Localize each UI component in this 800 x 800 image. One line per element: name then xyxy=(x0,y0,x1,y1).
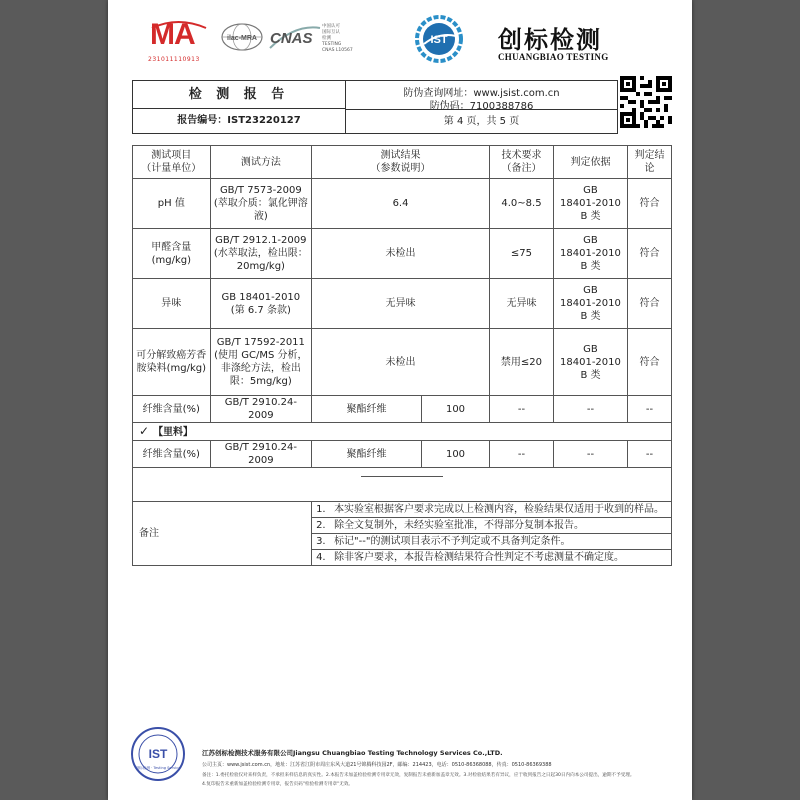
cell-conclusion: 符合 xyxy=(627,329,671,396)
cma-arc-icon xyxy=(148,18,212,54)
fiber-content-row xyxy=(133,441,672,468)
cnas-sub-line: CNAS L10567 xyxy=(322,48,353,53)
cell-item: 异味 xyxy=(133,279,211,329)
cma-logo xyxy=(148,18,212,64)
ilac-logo-text: ilac-MRA xyxy=(227,35,257,42)
cell-result: 6.4 xyxy=(312,179,490,229)
table-row xyxy=(133,279,672,329)
cell-basis: -- xyxy=(553,396,627,423)
footer-address: 公司主页：www.jsist.com.cn，地址：江苏省江阴市周庄东风大道21号锦腾科技园2F，邮编：214423，电话：0510-86368088，传真：0510-86369388 xyxy=(202,762,552,768)
cell-basis: GB 18401-2010 B 类 xyxy=(553,179,627,229)
cell-basis: GB 18401-2010 B 类 xyxy=(553,229,627,279)
ist-logo xyxy=(414,14,464,64)
ilac-globe-icon xyxy=(220,22,264,52)
remarks-list xyxy=(312,502,672,566)
cell-conclusion: -- xyxy=(627,396,671,423)
ist-seal-icon xyxy=(130,726,186,782)
ilac-mra-logo xyxy=(220,22,264,52)
cell-fiber-value: 100 xyxy=(422,396,490,423)
cell-fiber-value: 100 xyxy=(422,441,490,468)
cell-requirement: 4.0~8.5 xyxy=(489,179,553,229)
fiber-content-row xyxy=(133,396,672,423)
cell-method: GB/T 7573-2009 (萃取介质：氯化钾溶 液) xyxy=(210,179,311,229)
header-requirement: 技术要求 （备注） xyxy=(489,146,553,179)
cnas-sub-line: 中国认可 xyxy=(322,24,340,29)
blank-row xyxy=(133,468,672,502)
lining-section-cell xyxy=(133,423,672,441)
seal-text: IST xyxy=(148,747,168,761)
cnas-logo-text: CNAS xyxy=(270,30,313,47)
brand-name-en: CHUANGBIAO TESTING xyxy=(498,52,609,62)
cell-conclusion: 符合 xyxy=(627,179,671,229)
table-row xyxy=(133,179,672,229)
footer-note: 4.复印报告未重新加盖检验检测专用章，报告页码"检验检测专用章"无效。 xyxy=(202,782,354,787)
header-conclusion: 判定结论 xyxy=(627,146,671,179)
qr-code-icon xyxy=(620,76,672,128)
remark-item: 1. 本实验室根据客户要求完成以上检测内容，检验结果仅适用于收到的样品。 xyxy=(312,502,671,518)
header-method: 测试方法 xyxy=(210,146,311,179)
cell-fiber-type: 聚酯纤维 xyxy=(312,396,422,423)
cell-method: GB 18401-2010 (第 6.7 条款) xyxy=(210,279,311,329)
cell-basis: GB 18401-2010 B 类 xyxy=(553,279,627,329)
cell-conclusion: 符合 xyxy=(627,279,671,329)
cell-fiber-type: 聚酯纤维 xyxy=(312,441,422,468)
table-row xyxy=(133,229,672,279)
cnas-sub-line: 国际互认 xyxy=(322,30,340,35)
cell-conclusion: 符合 xyxy=(627,229,671,279)
cell-basis: GB 18401-2010 B 类 xyxy=(553,329,627,396)
verify-url[interactable]: 防伪查询网址：www.jsist.com.cn xyxy=(403,88,560,99)
header-item: 测试项目 （计量单位） xyxy=(133,146,211,179)
ist-gear-icon xyxy=(414,14,464,64)
cell-requirement: ≤75 xyxy=(489,229,553,279)
cell-method: GB/T 2912.1-2009 (水萃取法，检出限： 20mg/kg) xyxy=(210,229,311,279)
cell-result: 无异味 xyxy=(312,279,490,329)
cell-result: 未检出 xyxy=(312,229,490,279)
cell-method: GB/T 2910.24-2009 xyxy=(210,441,311,468)
table-header-row xyxy=(133,146,672,179)
check-icon: ✓ xyxy=(139,423,150,438)
remark-item: 4. 除非客户要求，本报告检测结果符合性判定不考虑测量不确定度。 xyxy=(316,552,625,563)
report-header-left xyxy=(133,81,346,133)
remark-item: 3. 标记"--"的测试项目表示不予判定或不具备判定条件。 xyxy=(312,534,671,550)
verify-code: 防伪码：7100388786 xyxy=(429,101,534,112)
end-rule-line xyxy=(361,476,443,477)
cell-item: pH 值 xyxy=(133,179,211,229)
cnas-sub-line: TESTING xyxy=(322,42,342,47)
report-header-box xyxy=(132,80,618,134)
cell-method: GB/T 2910.24-2009 xyxy=(210,396,311,423)
remarks-label: 备注 xyxy=(133,502,312,566)
lining-label: 【里料】 xyxy=(153,426,194,438)
footer-company: 江苏创标检测技术服务有限公司Jiangsu Chuangbiao Testing Technology Services Co.,LTD. xyxy=(202,749,503,757)
cell-item: 纤维含量(%) xyxy=(133,396,211,423)
seal-ring-text: 创标检测 · Testing Service xyxy=(135,766,181,770)
page-info: 第 4 页，共 5 页 xyxy=(346,109,617,134)
cnas-subtitle xyxy=(322,24,362,54)
remarks-row xyxy=(133,502,672,566)
cell-result: 未检出 xyxy=(312,329,490,396)
report-page xyxy=(108,0,692,800)
table-row xyxy=(133,329,672,396)
header-result: 测试结果 （参数说明） xyxy=(312,146,490,179)
cnas-sub-line: 检测 xyxy=(322,36,331,41)
report-header-right xyxy=(346,81,617,133)
footer-note: 备注：1.委托检验仅对来样负责，不承担来样信息的真实性。2.本报告未加盖检验检测专用章无效，复制报告未重新加盖章无效。3.对检验结果若有异议，应于收到报告之日起30日内向本公司提出，逾期不予受理。 xyxy=(202,773,635,778)
header-basis: 判定依据 xyxy=(553,146,627,179)
lining-section-row xyxy=(133,423,672,441)
report-number: 报告编号：IST23220127 xyxy=(177,115,301,126)
cell-requirement: -- xyxy=(489,396,553,423)
cell-item: 可分解致癌芳香 胺染料(mg/kg) xyxy=(133,329,211,396)
report-title: 检 测 报 告 xyxy=(133,81,345,109)
cnas-logo xyxy=(268,22,322,52)
test-results-table xyxy=(132,145,672,566)
cma-number: 231011110913 xyxy=(148,56,200,63)
cell-item: 甲醛含量 (mg/kg) xyxy=(133,229,211,279)
cell-requirement: -- xyxy=(489,441,553,468)
page-footer xyxy=(108,724,692,800)
cell-conclusion: -- xyxy=(627,441,671,468)
cell-requirement: 禁用≤20 xyxy=(489,329,553,396)
ist-logo-text: IST xyxy=(430,34,448,46)
brand-name-cn: 创标检测 xyxy=(498,25,602,54)
cell-item: 纤维含量(%) xyxy=(133,441,211,468)
remark-item: 2. 除全文复制外，未经实验室批准，不得部分复制本报告。 xyxy=(312,518,671,534)
cell-method: GB/T 17592-2011 (使用 GC/MS 分析， 非涤纶方法，检出 限：5mg/kg) xyxy=(210,329,311,396)
logo-row xyxy=(108,0,692,70)
cell-requirement: 无异味 xyxy=(489,279,553,329)
cma-logo-text: MA xyxy=(150,18,195,51)
cell-basis: -- xyxy=(553,441,627,468)
blank-cell xyxy=(133,468,672,502)
